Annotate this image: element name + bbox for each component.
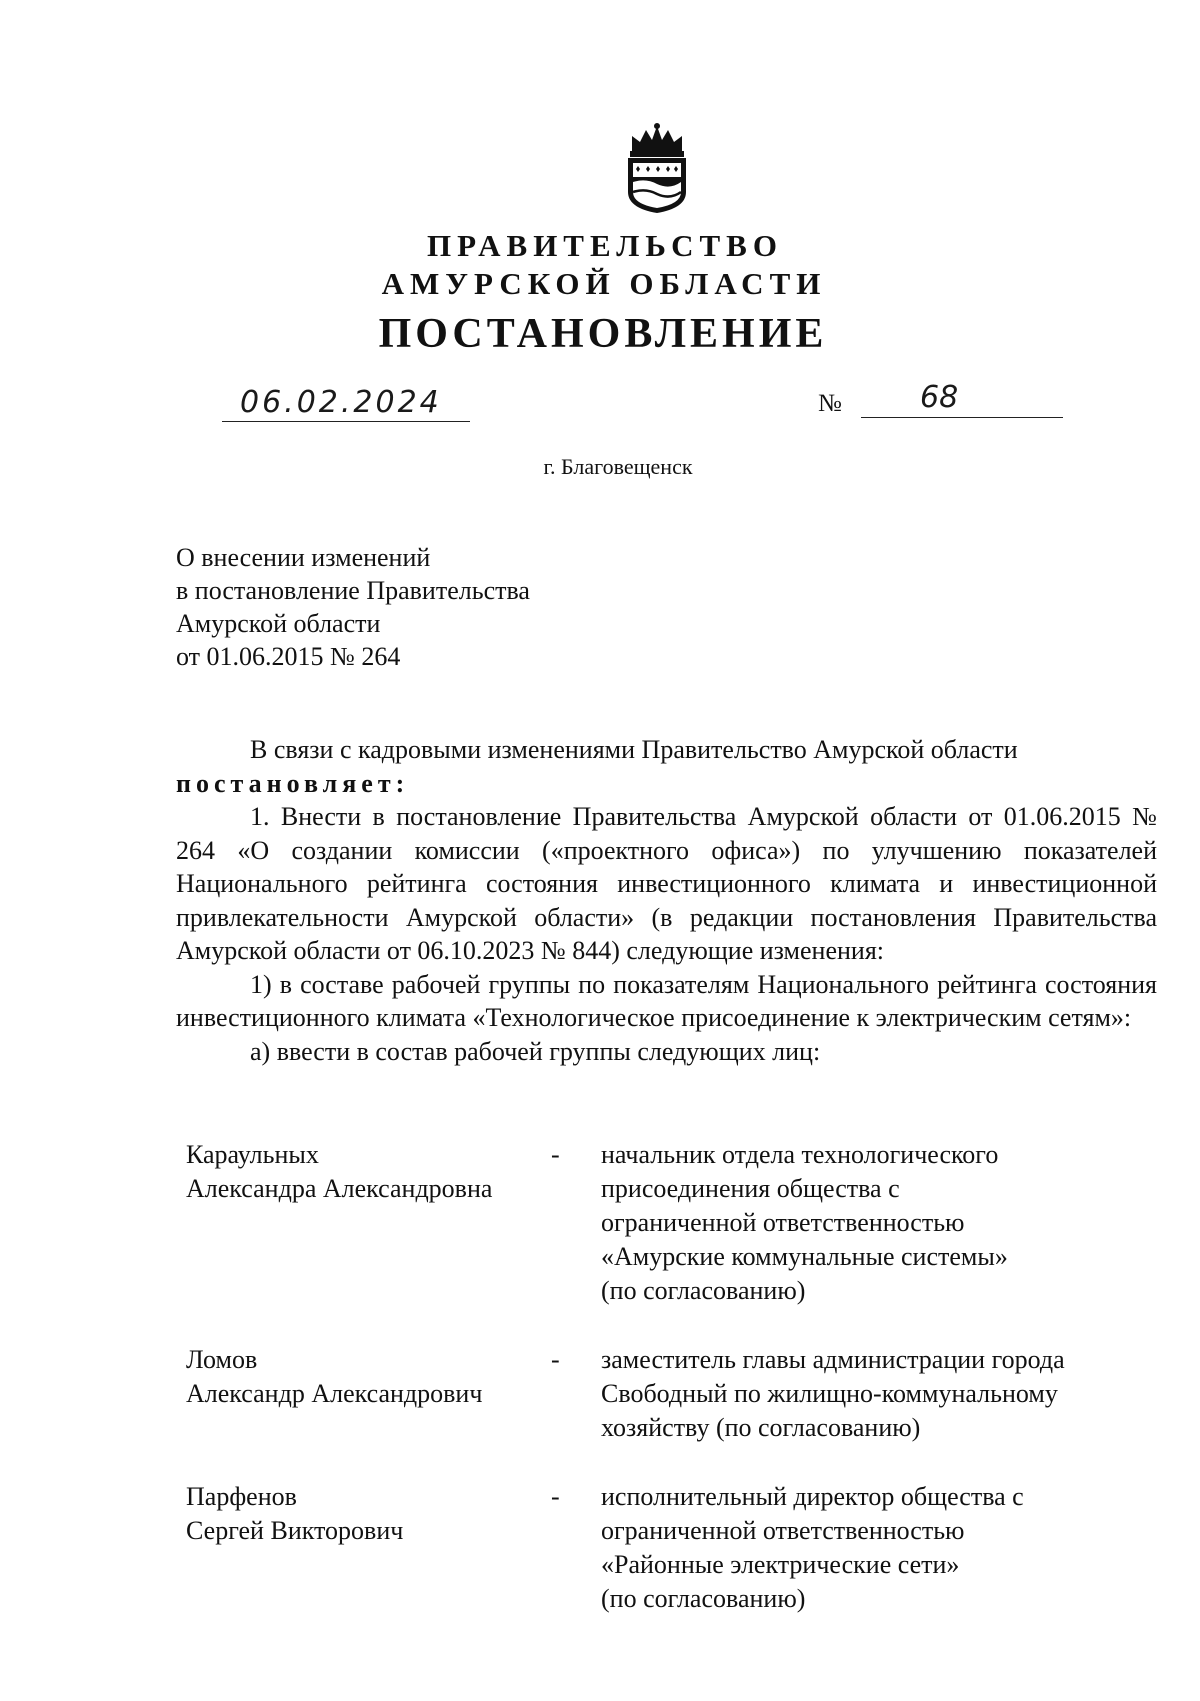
date-underline (222, 421, 470, 422)
role-line: хозяйству (по согласованию) (601, 1413, 921, 1442)
subitem-1-paragraph: 1) в составе рабочей группы по показателям Национального рейтинга состояния инвестиционного климата «Технологическое присоединение к электрическим сетям»: (176, 969, 1157, 1032)
document-subject (176, 541, 530, 673)
member-entry (176, 1480, 1157, 1616)
subject-line: от 01.06.2015 № 264 (176, 642, 401, 671)
role-line: (по согласованию) (601, 1584, 806, 1613)
member-role (601, 1480, 1141, 1616)
role-line: (по согласованию) (601, 1276, 806, 1305)
member-name (176, 1343, 551, 1445)
member-dash: - (551, 1482, 560, 1511)
member-role (601, 1343, 1141, 1445)
role-line: «Районные электрические сети» (601, 1550, 960, 1579)
member-given-names: Сергей Викторович (186, 1516, 404, 1545)
member-name (176, 1480, 551, 1616)
coat-of-arms-icon (618, 122, 696, 214)
members-list (176, 1138, 1157, 1651)
role-line: «Амурские коммунальные системы» (601, 1242, 1008, 1271)
role-line: начальник отдела технологического (601, 1140, 999, 1169)
subject-line: Амурской области (176, 609, 381, 638)
member-name (176, 1138, 551, 1308)
resolves-word: постановляет: (176, 768, 410, 798)
member-entry (176, 1138, 1157, 1308)
member-dash: - (551, 1345, 560, 1374)
member-surname: Ломов (186, 1345, 258, 1374)
member-entry (176, 1343, 1157, 1445)
member-role (601, 1138, 1141, 1308)
subitem-a-paragraph: а) ввести в состав рабочей группы следующих лиц: (250, 1036, 821, 1066)
role-line: ограниченной ответственностью (601, 1208, 965, 1237)
organization-name-line-2: АМУРСКОЙ ОБЛАСТИ (381, 266, 827, 301)
role-line: ограниченной ответственностью (601, 1516, 965, 1545)
role-line: заместитель главы администрации города (601, 1345, 1065, 1374)
member-surname: Парфенов (186, 1482, 297, 1511)
member-dash: - (551, 1140, 560, 1169)
city-name: г. Благовещенск (543, 454, 693, 479)
subject-line: в постановление Правительства (176, 576, 530, 605)
subject-line: О внесении изменений (176, 543, 431, 572)
preamble-paragraph: В связи с кадровыми изменениями Правительство Амурской области (250, 735, 1018, 764)
member-given-names: Александр Александрович (186, 1379, 483, 1408)
role-line: Свободный по жилищно-коммунальному (601, 1379, 1058, 1408)
role-line: исполнительный директор общества с (601, 1482, 1024, 1511)
organization-name-line-1: ПРАВИТЕЛЬСТВО (427, 228, 783, 263)
document-date: 06.02.2024 (240, 385, 442, 420)
item-1-paragraph: 1. Внести в постановление Правительства Амурской области от 01.06.2015 № 264 «О создании комиссии («проектного офиса») по улучшению показателей Национального рейтинга состояния инвестиционного климата и инвестиционной привлекательности Амурской области» (в редакции постановления Правительства Амурской области от 06.10.2023 № 844) следующие изменения: (176, 802, 1157, 965)
document-body (176, 733, 1157, 1068)
number-underline (861, 417, 1063, 418)
number-label: № (818, 390, 842, 417)
member-surname: Караульных (186, 1140, 319, 1169)
member-given-names: Александра Александровна (186, 1174, 493, 1203)
document-number: 68 (920, 380, 959, 415)
document-type-title: ПОСТАНОВЛЕНИЕ (378, 311, 828, 357)
role-line: присоединения общества с (601, 1174, 900, 1203)
